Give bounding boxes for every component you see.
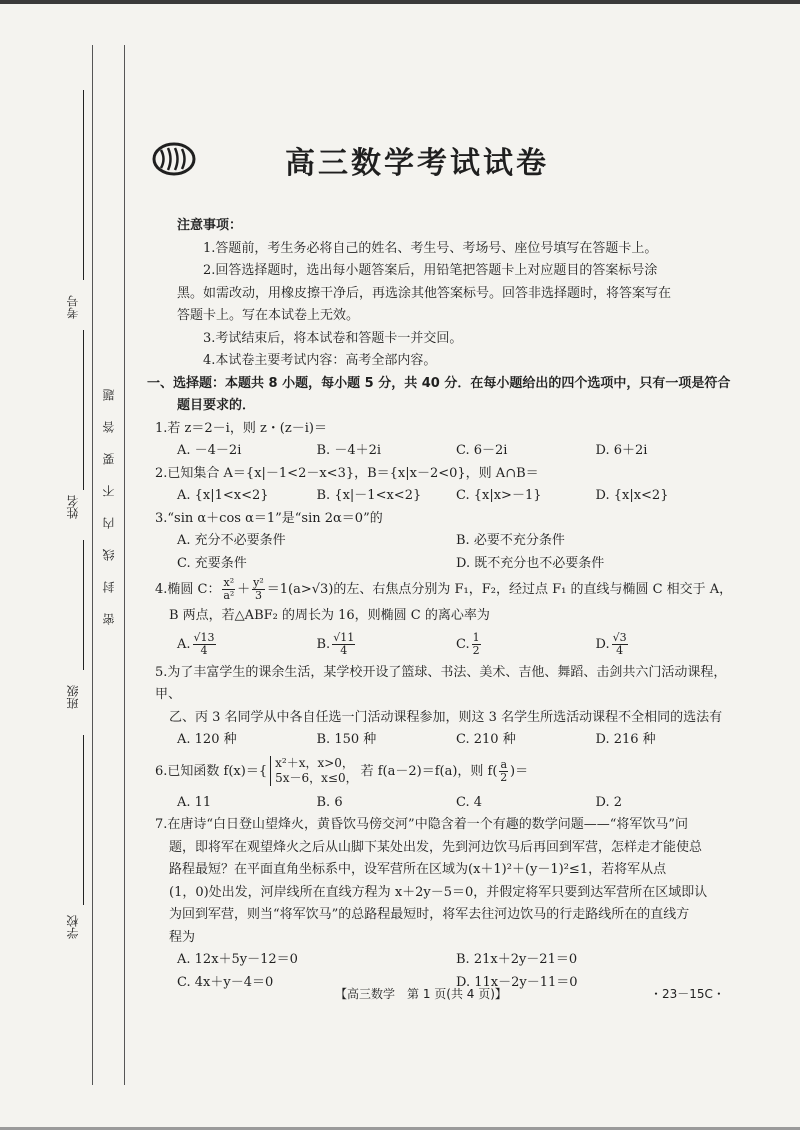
question-3-options-row1: [177, 530, 735, 553]
option-c: C. 4x＋y－4＝0: [177, 974, 274, 990]
question-1-stem: 1.若 z＝2－i，则 z・(z－i)＝: [155, 420, 327, 436]
kaohao-label: 考号: [66, 295, 80, 319]
question-5-options: [177, 729, 735, 752]
question-5-stem: 5.为了丰富学生的课余生活，某学校开设了篮球、书法、美术、吉他、舞蹈、击剑共六门活动课程，甲、: [155, 664, 727, 702]
question-3-stem: 3.“sin α＋cos α＝1”是“sin 2α＝0”的: [155, 510, 383, 526]
option-a: A. 120 种: [177, 732, 237, 747]
option-d: [596, 628, 736, 662]
question-3-options-row2: [177, 553, 735, 576]
option-c-num: 1: [472, 630, 480, 644]
q6-piece-2: 5x－6，x≤0，: [275, 771, 358, 785]
option-a: [177, 628, 317, 662]
section-heading-cont: 题目要求的．: [177, 398, 256, 413]
q4-frac-y: [252, 577, 265, 602]
option-c: [456, 628, 596, 662]
q4-frac-y-num: y²: [253, 576, 264, 589]
option-b: B. －4＋2i: [316, 443, 382, 458]
option-b: B. 6: [316, 794, 343, 810]
option-d: D. 216 种: [595, 732, 656, 747]
option-a-num: √13: [193, 630, 215, 644]
q4-frac-x-num: x²: [223, 576, 235, 589]
notice-item-1: 1.答题前，考生务必将自己的姓名、考生号、考场号、座位号填写在答题卡上。: [203, 240, 658, 256]
option-a: A. 11: [177, 794, 212, 810]
section-heading: 一、选择题：本题共 8 小题，每小题 5 分，共 40 分．在每小题给出的四个选项中，只有一项是符合: [147, 375, 731, 391]
scan-top-edge: [0, 0, 800, 4]
question-2-stem: 2.已知集合 A＝{x|－1<2－x<3}，B＝{x|x－2<0}，则 A∩B＝: [155, 465, 539, 481]
option-d-den: 4: [616, 643, 624, 657]
page-footer: 【高三数学 第 1 页(共 4 页)】: [335, 987, 507, 1001]
option-a-den: 4: [200, 643, 208, 657]
question-2-options: [177, 485, 735, 508]
question-7-line-5: 为回到军营，则当“将军饮马”的总路程最短时，将军去往河边饮马的行走路线所在的直线方: [169, 907, 690, 922]
option-c: C. 210 种: [456, 732, 516, 747]
option-c: C. 充要条件: [177, 555, 247, 571]
option-c: C. 4: [456, 794, 483, 810]
xingming-blank: [83, 330, 84, 490]
option-d-frac: [612, 632, 628, 657]
option-c-den: 2: [472, 643, 480, 657]
publisher-logo-icon: [152, 142, 196, 176]
question-7-stem: 7.在唐诗“白日登山望烽火，黄昏饮马傍交河”中隐含着一个有趣的数学问题——“将军饮马”问: [155, 817, 688, 832]
option-a: A. 12x＋5y－12＝0: [177, 952, 298, 967]
q4-frac-y-den: 3: [254, 589, 262, 602]
exam-title: 高三数学考试试卷: [285, 146, 549, 181]
option-b: B. 必要不充分条件: [456, 533, 565, 548]
notice-heading: 注意事项：: [177, 218, 243, 233]
option-c-letter: C.: [456, 636, 470, 652]
option-d: D. 11x－2y－11＝0: [456, 974, 578, 990]
question-7-line-4: (1，0)处出发，河岸线所在直线方程为 x＋2y－5＝0，并假定将军只要到达军营所在区域即认: [169, 884, 708, 900]
question-4-stem: 4.椭圆 C： $\frac{\text{x²}}{\text{a²}}$ ＋ $\frac{\text{y²}}{3}$ ＝1(a>√3)的左、右焦点分别为 F₁，F₂，经过点 F₁ 的直线与椭圆 C 相交于 A，: [155, 576, 733, 602]
option-b: B. {x|－1<x<2}: [316, 488, 422, 503]
option-b-frac: [332, 632, 355, 657]
notice-item-3: 3.考试结束后，将本试卷和答题卡一并交回。: [203, 330, 463, 346]
q4-frac-x-den: a²: [223, 589, 235, 602]
xuexiao-label: 学校: [66, 915, 80, 939]
exam-content: [147, 215, 735, 994]
q6-piece-1: x²＋x，x>0，: [275, 756, 354, 770]
kaohao-blank: [83, 90, 84, 280]
question-1-options: [177, 440, 735, 463]
question-6-stem: 6.已知函数 f(x)＝{x²＋x，x>0， 5x－6，x≤0， 若 f(a－2)＝f(a)，则 f( $\frac{a}{2}$ )＝: [155, 756, 529, 785]
question-7-line-3: 路程最短？在平面直角坐标系中，设军营所在区域为(x＋1)²＋(y－1)²≤1，若将军从点: [169, 862, 667, 877]
question-7-line-6: 程为: [169, 929, 196, 945]
q6-text-3: )＝: [510, 763, 529, 779]
option-b-letter: B.: [316, 636, 331, 652]
notice-item-4: 4.本试卷主要考试内容：高考全部内容。: [203, 353, 437, 368]
q6-text-2: 若 f(a－2)＝f(a)，则 f(: [360, 763, 498, 779]
option-d-letter: D.: [595, 636, 610, 652]
option-d: D. 2: [595, 794, 622, 810]
option-d-num: √3: [612, 630, 627, 644]
notice-item-2-cont: 黑。如需改动，用橡皮擦干净后，再选涂其他答案标号。回答非选择题时，将答案写在: [177, 285, 672, 301]
banji-blank: [83, 540, 84, 670]
q6-frac-den: 2: [500, 770, 508, 784]
option-b: B. 21x＋2y－21＝0: [456, 952, 578, 967]
question-4-options: [177, 628, 735, 662]
binding-line-right: [124, 45, 125, 1085]
question-7-line-2: 题，即将军在观望烽火之后从山脚下某处出发，先到河边饮马后再回到军营，怎样走才能使总: [169, 839, 703, 855]
q6-frac-num: a: [500, 757, 508, 771]
option-a: A. 充分不必要条件: [177, 533, 286, 548]
q4-text-1: 4.椭圆 C：: [155, 582, 221, 597]
exam-code: ・23－15C・: [650, 987, 725, 1001]
notice-item-2-cont2: 答题卡上。写在本试卷上无效。: [177, 308, 360, 323]
q6-piecewise: [270, 756, 358, 786]
banji-label: 班级: [66, 685, 80, 709]
option-c: C. {x|x>－1}: [456, 488, 542, 503]
question-7-options-row1: [177, 949, 735, 972]
seal-line-text: 密 封 线 内 不 要 答 题: [102, 385, 116, 625]
q6-text-1: 6.已知函数 f(x)＝: [155, 763, 259, 779]
question-4-stem-cont: B 两点，若△ABF₂ 的周长为 16，则椭圆 C 的离心率为: [169, 608, 490, 623]
question-6-options: [177, 792, 735, 815]
option-b-num: √11: [333, 630, 355, 644]
option-a-frac: [193, 632, 216, 657]
option-d: D. {x|x<2}: [595, 488, 669, 503]
option-c: C. 6－2i: [456, 443, 508, 458]
binding-line-left: [92, 45, 93, 1085]
notice-item-2: 2.回答选择题时，选出每小题答案后，用铅笔把答题卡上对应题目的答案标号涂: [203, 263, 658, 278]
option-c-frac: [472, 632, 481, 657]
option-a: A. －4－2i: [177, 443, 242, 458]
q4-text-2: ＝1(a>√3)的左、右焦点分别为 F₁，F₂，经过点 F₁ 的直线与椭圆 C 相交于 A，: [266, 582, 733, 597]
option-a: A. {x|1<x<2}: [177, 488, 269, 503]
option-d: D. 既不充分也不必要条件: [456, 555, 605, 571]
q6-frac: [499, 759, 508, 784]
xuexiao-blank: [83, 735, 84, 905]
option-b: B. 150 种: [316, 732, 377, 747]
question-5-stem-cont: 乙、丙 3 名同学从中各自任选一门活动课程参加，则这 3 名学生所选活动课程不全相同的选法有: [169, 709, 723, 725]
q4-frac-x: [222, 577, 235, 602]
option-b-den: 4: [340, 643, 348, 657]
option-a-letter: A.: [177, 636, 191, 652]
option-b: [317, 628, 457, 662]
option-d: D. 6＋2i: [595, 443, 648, 458]
xingming-label: 姓名: [66, 495, 80, 519]
